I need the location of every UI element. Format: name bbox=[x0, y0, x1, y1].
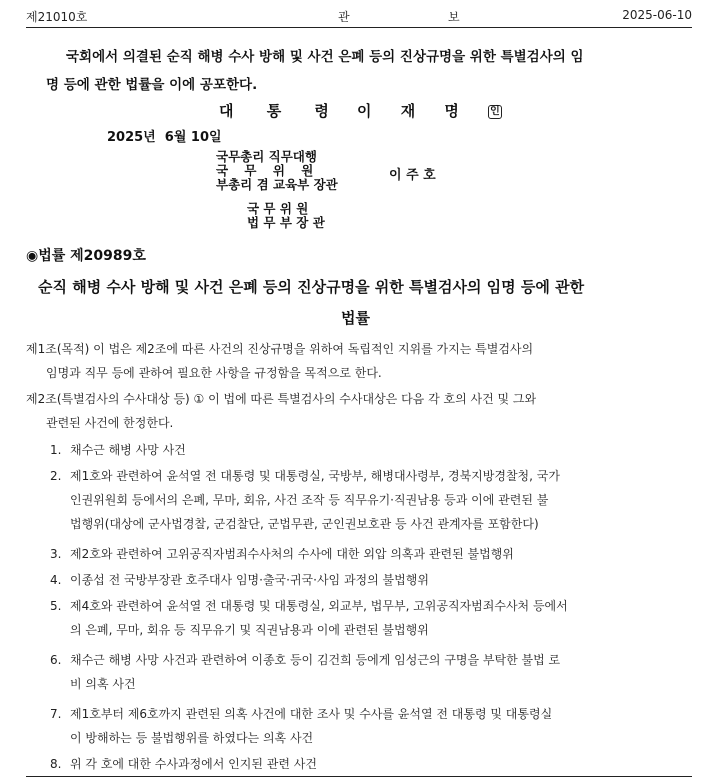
minister-name: 이 주 호 bbox=[389, 168, 436, 183]
item-number: 7. bbox=[50, 707, 62, 721]
item-text: 이종섭 전 국방부장관 호주대사 임명·출국·귀국·사임 과정의 불법행위 bbox=[70, 573, 429, 587]
item-text-continued: 비 의혹 사건 bbox=[70, 677, 136, 691]
item-text-continued: 인권위원회 등에서의 은폐, 무마, 회유, 사건 조작 등 직무유기·직권남용 등과 이에 관련된 불 bbox=[70, 493, 549, 507]
minister-role-1: 국무총리 직무대행 bbox=[216, 149, 317, 164]
item-text-continued: 법행위(대상에 군사법경찰, 군검찰단, 군법무관, 군인권보호관 등 사건 관계자를 포함한다) bbox=[70, 517, 539, 531]
item-number: 6. bbox=[50, 653, 62, 667]
law-title-line-2: 법률 bbox=[341, 309, 370, 327]
president-title: 대 통 령 bbox=[219, 102, 343, 120]
gazette-header bbox=[26, 6, 692, 26]
list-item bbox=[50, 648, 690, 696]
item-number: 2. bbox=[50, 469, 62, 483]
justice-role-1: 국 무 위 원 bbox=[247, 201, 309, 216]
minister-role-3: 부총리 겸 교육부 장관 bbox=[216, 177, 338, 192]
header-rule bbox=[26, 27, 692, 28]
list-item bbox=[50, 702, 690, 750]
item-number: 1. bbox=[50, 443, 62, 457]
law-number: ◉법률 제20989호 bbox=[26, 248, 146, 264]
gazette-title-char-1: 관 bbox=[338, 10, 350, 24]
item-number: 4. bbox=[50, 573, 62, 587]
item-text: 제2호와 관련하여 고위공직자범죄수사처의 수사에 대한 외압 의혹과 관련된 불법행위 bbox=[70, 547, 514, 561]
item-number: 3. bbox=[50, 547, 62, 561]
article-2-line-2: 관련된 사건에 한정한다. bbox=[46, 416, 174, 430]
promulgation-line-2: 명 등에 관한 법률을 이에 공포한다. bbox=[46, 77, 258, 93]
item-text: 제1호와 관련하여 윤석열 전 대통령 및 대통령실, 국방부, 해병대사령부, 경북지방경찰청, 국가 bbox=[70, 469, 560, 483]
footer-rule bbox=[26, 776, 692, 777]
article-1-line-1: 제1조(목적) 이 법은 제2조에 따른 사건의 진상규명을 위하여 독립적인 지위를 가지는 특별검사의 bbox=[26, 342, 534, 356]
justice-role-2: 법 무 부 장 관 bbox=[247, 215, 325, 230]
item-text: 채수근 해병 사망 사건과 관련하여 이종호 등이 김건희 등에게 임성근의 구명을 부탁한 불법 로 bbox=[70, 653, 561, 667]
president-name bbox=[357, 100, 502, 121]
article-1-line-2: 임명과 직무 등에 관하여 필요한 사항을 규정함을 목적으로 한다. bbox=[46, 366, 382, 380]
seal-mark: 인 bbox=[490, 105, 500, 117]
item-text: 위 각 호에 대한 수사과정에서 인지된 관련 사건 bbox=[70, 757, 317, 771]
law-title-line-1: 순직 해병 수사 방해 및 사건 은폐 등의 진상규명을 위한 특별검사의 임명 등에 관한 bbox=[38, 278, 585, 296]
item-text-continued: 의 은폐, 무마, 회유 등 직무유기 및 직권남용과 이에 관련된 불법행위 bbox=[70, 623, 429, 637]
item-text: 제1호부터 제6호까지 관련된 의혹 사건에 대한 조사 및 수사를 윤석열 전 대통령 및 대통령실 bbox=[70, 707, 553, 721]
item-text-continued: 이 방해하는 등 불법행위를 하였다는 의혹 사건 bbox=[70, 731, 314, 745]
list-item bbox=[50, 752, 690, 776]
item-text: 제4호와 관련하여 윤석열 전 대통령 및 대통령실, 외교부, 법무부, 고위공직자범죄수사처 등에서 bbox=[70, 599, 568, 613]
gazette-title-char-2: 보 bbox=[448, 10, 460, 24]
list-item bbox=[50, 438, 690, 462]
list-item bbox=[50, 464, 690, 536]
issue-date: 2025-06-10 bbox=[622, 8, 692, 22]
item-text: 채수근 해병 사망 사건 bbox=[70, 443, 186, 457]
list-item bbox=[50, 594, 690, 642]
promulgation-line-1: 국회에서 의결된 순직 해병 수사 방해 및 사건 은폐 등의 진상규명을 위한 특별검사의 임 bbox=[66, 49, 584, 65]
list-item bbox=[50, 568, 690, 592]
list-item bbox=[50, 542, 690, 566]
item-number: 5. bbox=[50, 599, 62, 613]
promulgation-date: 2025년 6월 10일 bbox=[107, 130, 222, 145]
president-name-text: 이 재 명 bbox=[357, 102, 471, 120]
issue-number: 제21010호 bbox=[26, 10, 88, 24]
minister-role-2: 국 무 위 원 bbox=[216, 163, 320, 178]
item-number: 8. bbox=[50, 757, 62, 771]
article-2-line-1: 제2조(특별검사의 수사대상 등) ① 이 법에 따른 특별검사의 수사대상은 다음 각 호의 사건 및 그와 bbox=[26, 392, 537, 406]
